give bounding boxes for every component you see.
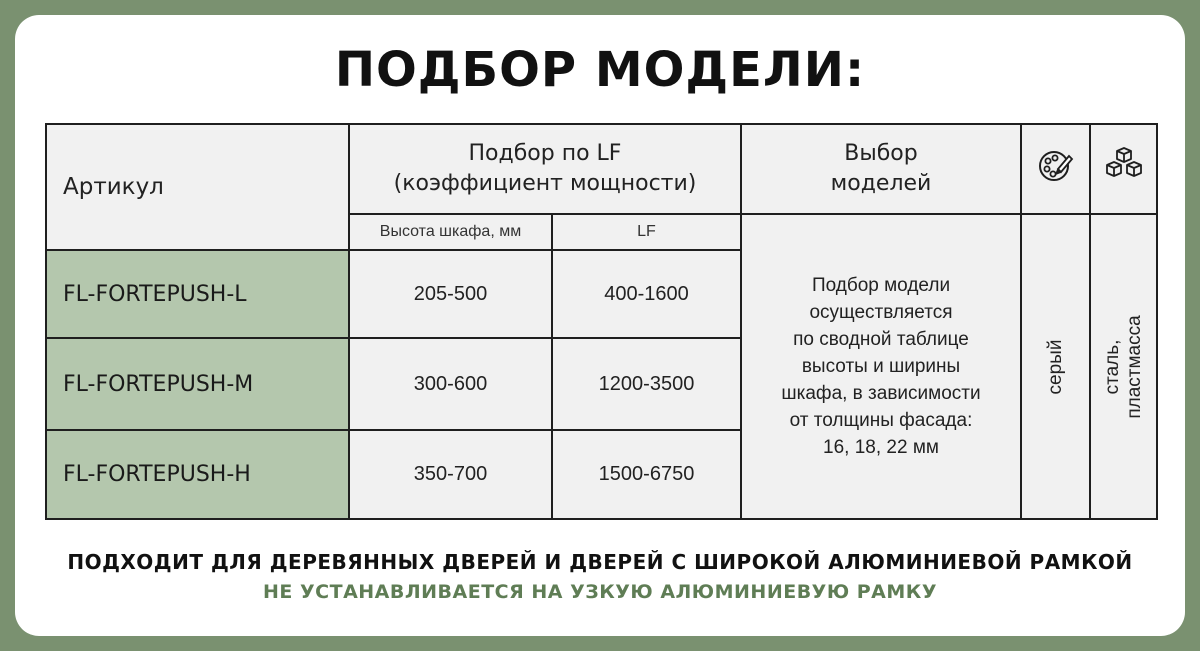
height-range: 300-600 — [349, 338, 552, 430]
header-choice-line2: моделей — [830, 171, 932, 196]
palette-icon — [1037, 147, 1075, 191]
material-value — [1102, 315, 1146, 418]
lf-range: 1500-6750 — [552, 430, 741, 519]
height-range: 350-700 — [349, 430, 552, 519]
model-name: FL-FORTEPUSH-M — [46, 338, 349, 430]
description-line: высоты и ширины — [801, 356, 961, 377]
header-material — [1090, 124, 1157, 214]
description-line: Подбор модели — [811, 275, 951, 296]
height-range: 205-500 — [349, 250, 552, 338]
model-table — [45, 123, 1156, 518]
description-cell — [741, 214, 1021, 519]
header-choice — [741, 124, 1021, 214]
description-line: осуществляется — [809, 302, 953, 323]
page-title: ПОДБОР МОДЕЛИ: — [334, 42, 866, 98]
header-choice-line1: Выбор — [844, 141, 918, 166]
header-article: Артикул — [46, 124, 349, 250]
model-name: FL-FORTEPUSH-L — [46, 250, 349, 338]
cubes-icon — [1103, 147, 1145, 191]
material-cell — [1090, 214, 1157, 519]
subheader-lf: LF — [552, 214, 741, 250]
description-line: по сводной таблице — [793, 329, 969, 350]
header-lf-line1: Подбор по LF — [468, 141, 622, 166]
header-lf-line2: (коэффициент мощности) — [393, 171, 697, 196]
model-name: FL-FORTEPUSH-H — [46, 430, 349, 519]
color-value: серый — [1044, 339, 1066, 394]
restriction-note: НЕ УСТАНАВЛИВАЕТСЯ НА УЗКУЮ АЛЮМИНИЕВУЮ РАМКУ — [263, 581, 937, 603]
description-line: от толщины фасада: — [789, 410, 973, 431]
header-color — [1021, 124, 1090, 214]
color-cell — [1021, 214, 1090, 519]
lf-range: 1200-3500 — [552, 338, 741, 430]
lf-range: 400-1600 — [552, 250, 741, 338]
material-line1: сталь, — [1101, 339, 1123, 394]
header-lf — [349, 124, 741, 214]
description-line: шкафа, в зависимости — [781, 383, 981, 404]
compatibility-note: ПОДХОДИТ ДЛЯ ДЕРЕВЯННЫХ ДВЕРЕЙ И ДВЕРЕЙ С ШИРОКОЙ АЛЮМИНИЕВОЙ РАМКОЙ — [67, 550, 1133, 574]
description-line: 16, 18, 22 мм — [823, 437, 939, 458]
subheader-height: Высота шкафа, мм — [349, 214, 552, 250]
material-line2: пластмасса — [1123, 314, 1145, 419]
